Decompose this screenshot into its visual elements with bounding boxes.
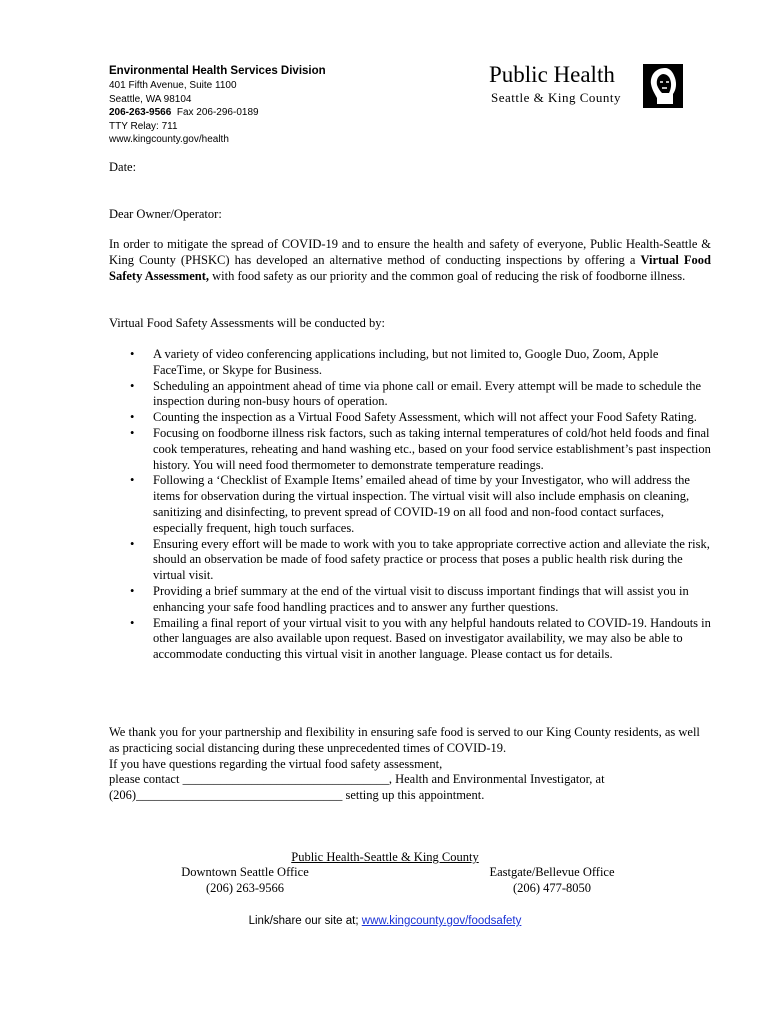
footer: [0, 914, 770, 929]
list-item-text: Following a ‘Checklist of Example Items’ emailed ahead of time by your Investigator, who will address the items for observation during the virtual inspection. The virtual visit will also include emphasis on cleaning, sanitizing and disinfecting, to prevent spread of COVID-19 on all food and non-food contact surfaces, especially frequent, high touch surfaces.: [153, 473, 690, 535]
tty-line: TTY Relay: 711: [109, 120, 178, 132]
list-item: [109, 347, 711, 379]
fax-number: Fax 206-296-0189: [176, 107, 259, 118]
division-title: Environmental Health Services Division: [109, 65, 326, 77]
closing-text-3: please contact _________________________________, Health and Environmental Investigator, at: [109, 772, 605, 787]
closing-paragraph: [109, 725, 711, 804]
office-name: Downtown Seattle Office: [181, 865, 309, 879]
list-item: [109, 473, 711, 536]
date-line: Date:: [109, 160, 137, 174]
address-line-1: 401 Fifth Avenue, Suite 1100: [109, 80, 237, 91]
list-item: [109, 426, 711, 473]
intro-text-1: In order to mitigate the spread of COVID-19 and to ensure the health and safety of everyone, Public Health-Seattle & King County (PHSKC) has developed an alternative method of conducting inspections by offering a: [109, 237, 711, 267]
list-item: [109, 584, 711, 616]
list-item-text: Ensuring every effort will be made to work with you to take appropriate corrective action and alleviate the risk, should an observation be made of food safety practice or process that poses a public health risk during the virtual visit.: [153, 536, 710, 583]
bullet-icon: •: [130, 473, 135, 488]
salutation: Dear Owner/Operator:: [109, 207, 222, 221]
eastgate-office: [477, 865, 627, 897]
closing-text-4: (206)_________________________________ setting up this appointment.: [109, 788, 485, 803]
signature-org-name: Public Health-Seattle & King County: [291, 850, 479, 864]
office-phone: (206) 477-8050: [512, 880, 592, 895]
bullet-icon: •: [130, 536, 135, 551]
list-item-text: Counting the inspection as a Virtual Food Safety Assessment, which will not affect your Food Safety Rating.: [153, 410, 697, 425]
address-line-2: Seattle, WA 98104: [109, 93, 192, 105]
list-item: [109, 616, 711, 663]
bullet-icon: •: [130, 347, 135, 361]
office-phone: (206) 263-9566: [205, 880, 285, 895]
list-item-text: Emailing a final report of your virtual visit to you with any helpful handouts related to COVID-19. Handouts in other languages are also available upon request. Based on investigator availability, we may also be able to accommodate conducting this virtual visit in another language. Please contact us for details.: [153, 615, 711, 662]
list-lead: Virtual Food Safety Assessments will be conducted by:: [109, 316, 385, 330]
mlk-portrait-icon: [643, 64, 683, 108]
website-line: www.kingcounty.gov/health: [109, 134, 229, 145]
intro-paragraph: [109, 237, 711, 284]
closing-text-2: If you have questions regarding the virtual food safety assessment,: [109, 756, 443, 771]
list-item-text: A variety of video conferencing applications including, but not limited to, Google Duo, Zoom, Apple FaceTime, or Skype for Business.: [153, 347, 659, 377]
bullet-icon: •: [130, 425, 135, 440]
list-item-text: Providing a brief summary at the end of the virtual visit to discuss important findings that will assist you in enhancing your safe food handling practices and to answer any further questions.: [153, 583, 689, 614]
list-item: [109, 537, 711, 584]
bullet-icon: •: [130, 410, 135, 425]
list-item: [109, 410, 711, 426]
phone-fax-line: [109, 106, 429, 120]
intro-text-2: with food safety as our priority and the common goal of reducing the risk of foodborne illness.: [209, 268, 686, 283]
bullet-icon: •: [130, 583, 135, 598]
footer-prefix: Link/share our site at;: [248, 915, 362, 927]
assessment-bullet-list: [109, 347, 711, 663]
intro-bold-text: Virtual Food Safety Assessment,: [109, 252, 711, 283]
division-contact-block: [109, 64, 429, 147]
food-safety-link[interactable]: www.kingcounty.gov/foodsafety: [361, 915, 522, 927]
list-item-text: Scheduling an appointment ahead of time via phone call or email. Every attempt will be made to schedule the inspection during non-busy hours of operation.: [153, 378, 702, 409]
closing-text-1: We thank you for your partnership and flexibility in ensuring safe food is served to our King County residents, as well as practicing social distancing during these unprecedented times of COVID-19.: [109, 725, 700, 755]
list-item: [109, 379, 711, 411]
bullet-icon: •: [130, 378, 135, 393]
downtown-office: [170, 865, 320, 897]
public-health-logo: [489, 62, 689, 108]
bullet-icon: •: [130, 615, 135, 630]
office-name: Eastgate/Bellevue Office: [489, 865, 615, 879]
list-item-text: Focusing on foodborne illness risk factors, such as taking internal temperatures of cold/hot held foods and final cook temperatures, reheating and hand washing etc., based on your food service establishment’s past inspection history. You will need food thermometer to demonstrate temperature readings.: [153, 425, 711, 472]
logo-title: Public Health: [489, 62, 615, 87]
logo-subtitle: Seattle & King County: [491, 90, 622, 105]
signature-org: [0, 850, 770, 866]
phone-number: 206-263-9566: [109, 107, 172, 118]
